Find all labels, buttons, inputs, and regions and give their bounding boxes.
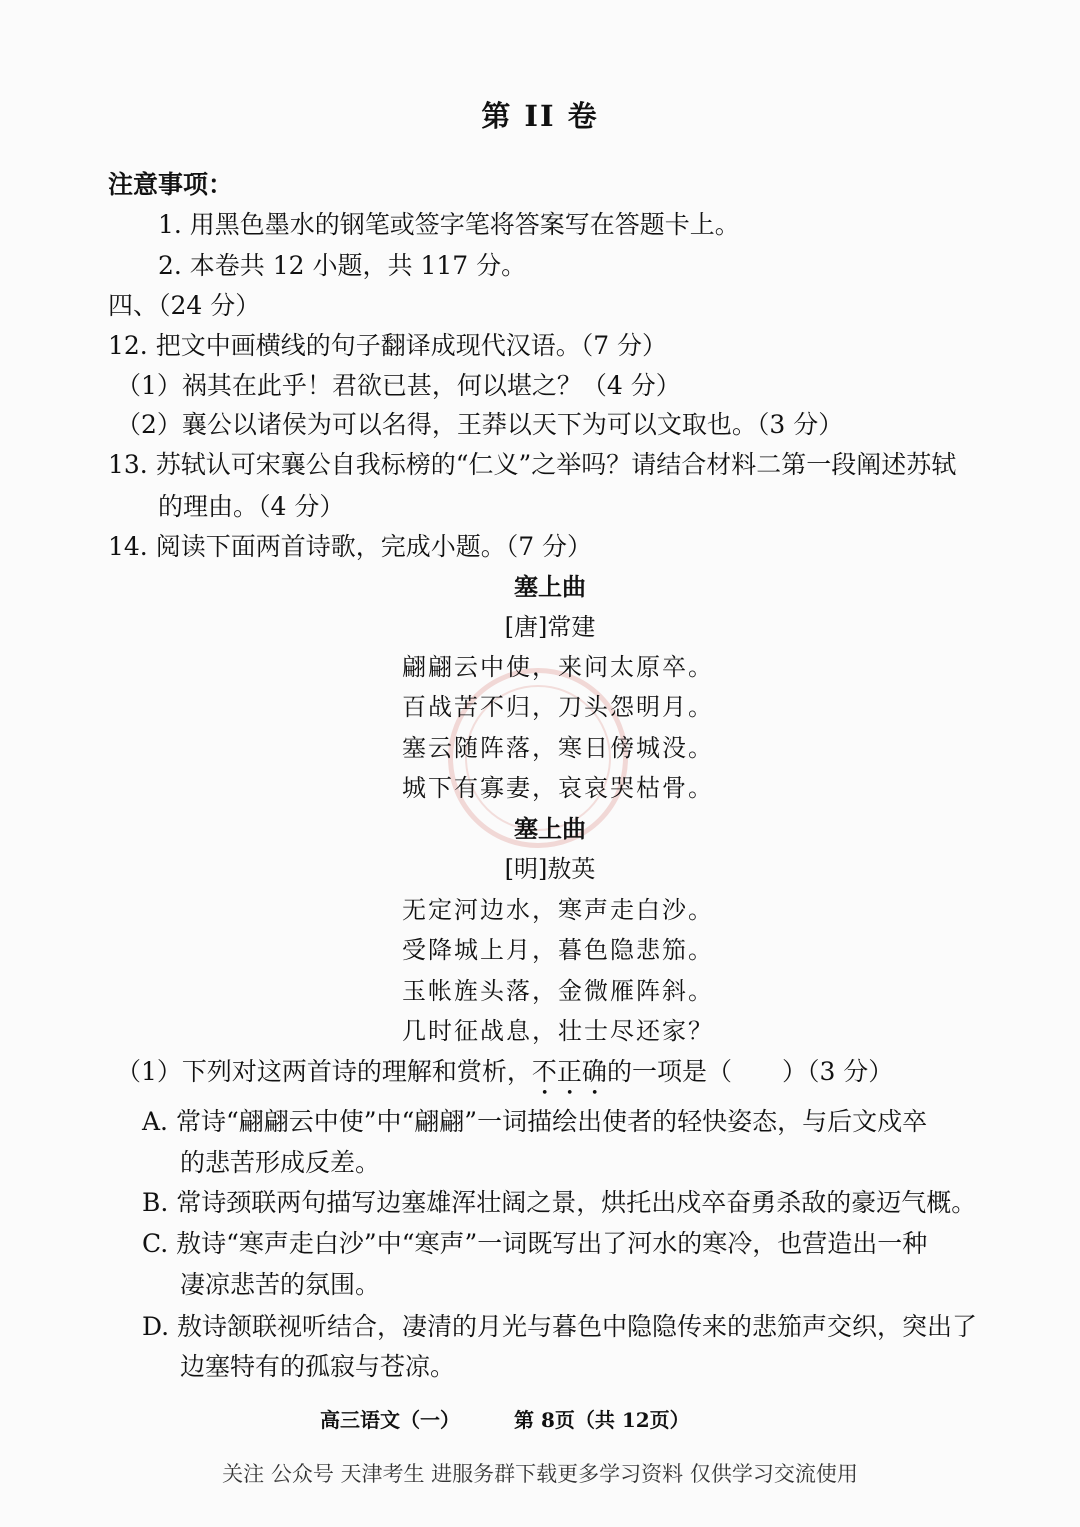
question-14-sub-1 xyxy=(116,1055,893,1101)
footer-subject: 高三语文（一） xyxy=(320,1408,460,1432)
question-14-stem: 14. 阅读下面两首诗歌，完成小题。（7 分） xyxy=(108,532,593,561)
notes-item-1: 1. 用黑色墨水的钢笔或签字笔将答案写在答题卡上。 xyxy=(158,210,740,239)
poem-1-line: 城下有寡妻，哀哀哭枯骨。 xyxy=(402,774,714,802)
poem-1-line: 塞云随阵落，寒日傍城没。 xyxy=(402,734,714,762)
poem-1-line: 翩翩云中使，来问太原卒。 xyxy=(402,653,714,681)
section-title: 第 II 卷 xyxy=(481,99,599,133)
poem-2-author: [明]敖英 xyxy=(504,855,596,883)
poem-1-line: 百战苦不归，刀头怨明月。 xyxy=(402,693,714,721)
section-heading: 四、（24 分） xyxy=(108,291,261,320)
notes-heading: 注意事项： xyxy=(108,170,234,199)
notes-item-2: 2. 本卷共 12 小题，共 117 分。 xyxy=(158,251,527,280)
option-c-line-2: 凄凉悲苦的氛围。 xyxy=(180,1270,381,1299)
poem-2-line: 几时征战息，壮士尽还家？ xyxy=(402,1017,714,1045)
question-12-stem: 12. 把文中画横线的句子翻译成现代汉语。（7 分） xyxy=(108,331,668,360)
option-a-line-1: A. 常诗“翩翩云中使”中“翩翩”一词描绘出使者的轻快姿态，与后文戍卒 xyxy=(142,1107,928,1136)
option-b-line-1: B. 常诗颈联两句描写边塞雄浑壮阔之景，烘托出戍卒奋勇杀敌的豪迈气概。 xyxy=(142,1188,977,1217)
option-a-line-2: 的悲苦形成反差。 xyxy=(180,1148,381,1177)
footer-page-number: 第 8页（共 12页） xyxy=(514,1408,690,1432)
poem-2-line: 无定河边水，寒声走白沙。 xyxy=(402,896,714,924)
question-12-sub-2: （2）襄公以诸侯为可以名得，王莽以天下为可以文取也。（3 分） xyxy=(116,410,844,439)
question-12-sub-1: （1）祸其在此乎！君欲已甚，何以堪之？（4 分） xyxy=(116,371,681,400)
sub-1-suffix: 的一项是（ ）（3 分） xyxy=(606,1057,894,1086)
poem-1-author: [唐]常建 xyxy=(504,613,596,641)
option-c-line-1: C. 敖诗“寒声走白沙”中“寒声”一词既写出了河水的寒冷，也营造出一种 xyxy=(142,1229,928,1258)
poem-2-line: 受降城上月，暮色隐悲笳。 xyxy=(402,936,714,964)
poem-1-title: 塞上曲 xyxy=(514,572,586,601)
option-d-line-1: D. 敖诗颔联视听结合，凄清的月光与暮色中隐隐传来的悲笳声交织，突出了 xyxy=(142,1312,978,1341)
poem-2-title: 塞上曲 xyxy=(514,814,586,843)
question-13-line-2: 的理由。（4 分） xyxy=(158,492,345,521)
page-footer xyxy=(320,1404,690,1433)
poem-2-line: 玉帐旌头落，金微雁阵斜。 xyxy=(402,977,714,1005)
question-13-line-1: 13. 苏轼认可宋襄公自我标榜的“仁义”之举吗？请结合材料二第一段阐述苏轼 xyxy=(108,450,957,479)
option-d-line-2: 边塞特有的孤寂与苍凉。 xyxy=(180,1352,456,1381)
sub-1-emphasis: 不正确 xyxy=(531,1057,607,1086)
sub-1-prefix: （1）下列对这两首诗的理解和赏析， xyxy=(116,1057,532,1086)
bottom-notice: 关注 公众号 天津考生 进服务群下载更多学习资料 仅供学习交流使用 xyxy=(222,1462,858,1486)
